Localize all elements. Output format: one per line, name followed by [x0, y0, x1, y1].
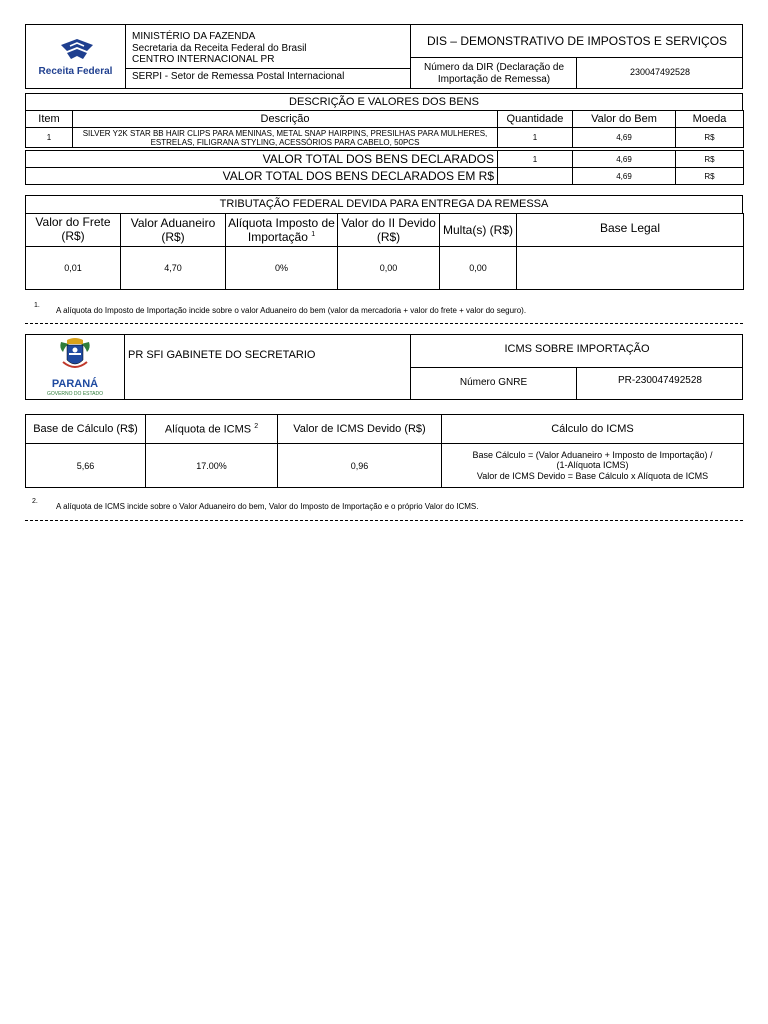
total-brl-empty — [498, 168, 573, 185]
item-description: SILVER Y2K STAR BB HAIR CLIPS PARA MENINAS, METAL SNAP HAIRPINS, PRESILHAS PARA MULHERES, ESTRELAS, FILIGRANA STYLING, ACESSÓRIOS PARA CABELO, 50PCS — [82, 129, 488, 147]
col-ii-devido: Valor do II Devido (R$) — [338, 214, 440, 247]
calculo-icms-text — [442, 444, 744, 488]
gnre-label: Número GNRE — [459, 377, 528, 388]
parana-logo-sub: GOVERNO DO ESTADO — [46, 391, 104, 397]
item-moeda: R$ — [676, 128, 744, 148]
total-brl-moeda: R$ — [676, 168, 744, 185]
bens-totals-table — [25, 150, 744, 185]
ministry-info — [132, 31, 407, 66]
receita-federal-logo-text: Receita Federal — [38, 66, 113, 77]
tributacao-section-title — [25, 195, 743, 214]
col-calculo-icms: Cálculo do ICMS — [442, 415, 744, 444]
col-moeda: Moeda — [676, 111, 744, 128]
footnote-1-text: A alíquota do Imposto de Importação incide sobre o valor Aduaneiro do bem (valor da mercadoria + valor do frete + valor do seguro). — [56, 306, 527, 315]
secretaria-name: Secretaria da Receita Federal do Brasil — [132, 42, 307, 54]
tributacao-table — [25, 213, 744, 290]
total-brl-row — [26, 168, 744, 185]
divider-dashed-1 — [25, 323, 743, 324]
valor-ii-devido: 0,00 — [338, 247, 440, 290]
item-number: 1 — [26, 128, 73, 148]
valor-frete: 0,01 — [26, 247, 121, 290]
calculo-line-2: (1-Alíquota ICMS) — [556, 460, 629, 471]
col-multa: Multa(s) (R$) — [440, 214, 517, 247]
gnre-number: PR-230047492528 — [618, 375, 702, 386]
setor-name: SERPI - Setor de Remessa Postal Internacional — [132, 71, 345, 82]
centro-name: CENTRO INTERNACIONAL PR — [132, 54, 275, 65]
bens-section-title-text: DESCRIÇÃO E VALORES DOS BENS — [289, 96, 479, 108]
parana-coat-of-arms-icon — [55, 336, 95, 376]
tributacao-header-row — [26, 214, 744, 247]
item-description-cell — [73, 128, 498, 148]
icms-table — [25, 414, 744, 488]
bens-section-title — [25, 93, 743, 111]
parana-logo-name: PARANÁ — [51, 378, 99, 390]
footnote-2-marker: 2. — [32, 498, 38, 505]
col-aliquota-ii — [226, 214, 338, 247]
icms-values-row — [26, 444, 744, 488]
total-moeda: R$ — [676, 151, 744, 168]
tributacao-values-row — [26, 247, 744, 290]
col-aliquota-ii-text: Alíquota Imposto de Importação — [228, 216, 335, 244]
divider-dashed-2 — [25, 520, 743, 521]
valor-multa: 0,00 — [440, 247, 517, 290]
base-legal — [517, 247, 744, 290]
parana-logo-cell — [25, 334, 125, 400]
aliquota-icms-value: 17.00% — [146, 444, 278, 488]
col-aliquota-icms-text: Alíquota de ICMS — [164, 423, 252, 436]
base-calculo-value: 5,66 — [26, 444, 146, 488]
document-title: DIS – DEMONSTRATIVO DE IMPOSTOS E SERVIÇOS — [426, 34, 728, 48]
footnote-ref-2: 2 — [254, 422, 259, 430]
footnote-1-marker: 1. — [34, 302, 40, 309]
total-valor: 4,69 — [573, 151, 676, 168]
col-item: Item — [26, 111, 73, 128]
icms-header-row — [26, 415, 744, 444]
col-frete: Valor do Frete (R$) — [26, 214, 121, 247]
icms-title: ICMS SOBRE IMPORTAÇÃO — [504, 343, 650, 355]
calculo-line-1: Base Cálculo = (Valor Aduaneiro + Imposto de Importação) / — [472, 449, 713, 460]
col-base-legal: Base Legal — [517, 214, 744, 247]
dir-label: Número da DIR (Declaração de Importação de Remessa) — [423, 62, 565, 85]
dir-number: 230047492528 — [629, 67, 691, 77]
ministry-name: MINISTÉRIO DA FAZENDA — [132, 31, 256, 42]
aliquota-ii: 0% — [226, 247, 338, 290]
total-row — [26, 151, 744, 168]
col-aduaneiro: Valor Aduaneiro (R$) — [121, 214, 226, 247]
orgao-name: PR SFI GABINETE DO SECRETARIO — [128, 349, 316, 361]
footnote-2-text: A alíquota de ICMS incide sobre o Valor Aduaneiro do bem, Valor do Imposto de Importação e o próprio Valor do ICMS. — [56, 502, 479, 511]
col-descricao: Descrição — [73, 111, 498, 128]
ministry-divider — [126, 68, 411, 69]
valor-aduaneiro: 4,70 — [121, 247, 226, 290]
col-valor-bem: Valor do Bem — [573, 111, 676, 128]
rf-logo-cell — [25, 24, 126, 89]
calculo-line-3: Valor de ICMS Devido = Base Cálculo x Alíquota de ICMS — [476, 470, 709, 481]
col-aliquota-icms — [146, 415, 278, 444]
col-icms-devido: Valor de ICMS Devido (R$) — [278, 415, 442, 444]
footnote-ref-1: 1 — [311, 230, 316, 238]
item-quantidade: 1 — [498, 128, 573, 148]
total-brl-label: VALOR TOTAL DOS BENS DECLARADOS EM R$ — [26, 168, 498, 185]
table-row — [26, 128, 744, 148]
bens-table — [25, 110, 744, 148]
tributacao-section-title-text: TRIBUTAÇÃO FEDERAL DEVIDA PARA ENTREGA DA REMESSA — [219, 198, 549, 210]
bens-header-row — [26, 111, 744, 128]
receita-federal-logo-icon — [57, 37, 97, 63]
col-quantidade: Quantidade — [498, 111, 573, 128]
total-brl-valor: 4,69 — [573, 168, 676, 185]
total-quantidade: 1 — [498, 151, 573, 168]
col-base-calculo: Base de Cálculo (R$) — [26, 415, 146, 444]
item-valor: 4,69 — [573, 128, 676, 148]
icms-devido-value: 0,96 — [278, 444, 442, 488]
total-label: VALOR TOTAL DOS BENS DECLARADOS — [26, 151, 498, 168]
